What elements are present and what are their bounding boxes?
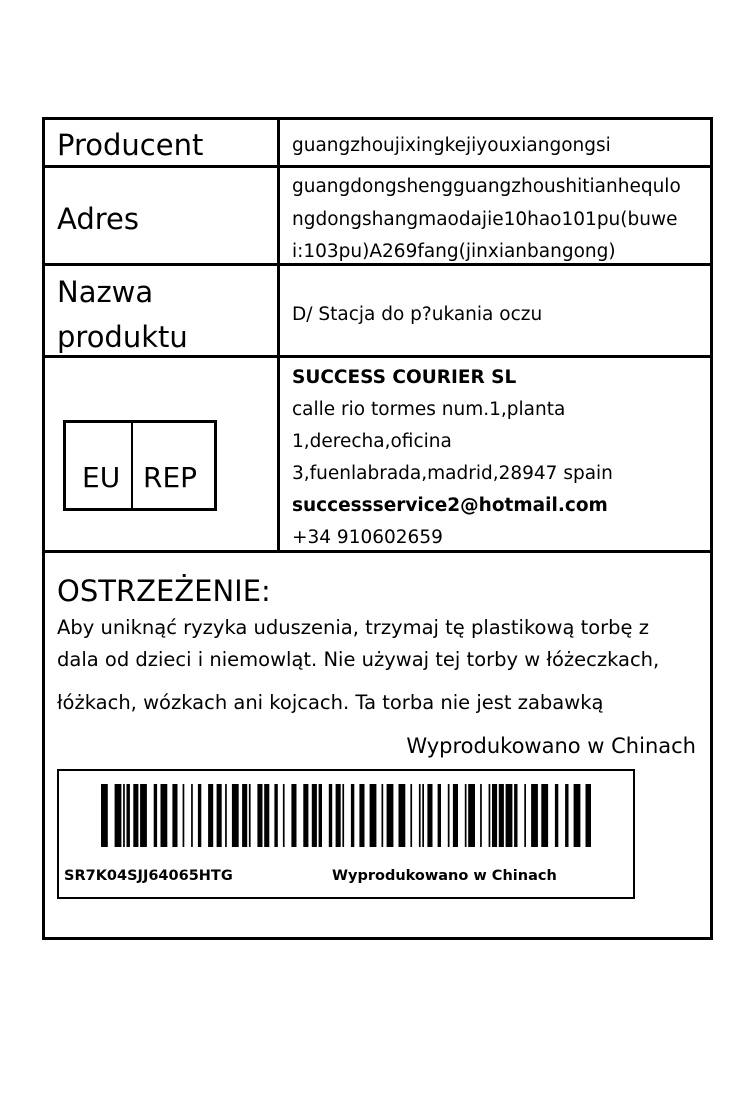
barcode-bar bbox=[133, 784, 138, 847]
barcode-bar bbox=[419, 784, 421, 847]
eu-rep-address-line: 3,fuenlabrada,madrid,28947 spain bbox=[292, 463, 613, 484]
badge-rep: REP bbox=[143, 461, 198, 494]
barcode-box bbox=[57, 769, 635, 899]
eu-rep-badge bbox=[63, 420, 217, 511]
column-divider bbox=[277, 120, 280, 553]
barcode-bar bbox=[208, 784, 213, 847]
warning-line: łóżkach, wózkach ani kojcach. Ta torba nie jest zabawką bbox=[57, 691, 604, 714]
barcode-bar bbox=[115, 784, 122, 847]
barcode-bar bbox=[242, 784, 247, 847]
barcode-bar bbox=[283, 784, 285, 847]
eu-rep-company: SUCCESS COURIER SL bbox=[292, 367, 517, 388]
badge-divider bbox=[131, 423, 133, 508]
barcode-bar bbox=[422, 784, 424, 847]
barcode-bar bbox=[453, 784, 458, 847]
barcode-bar bbox=[291, 784, 296, 847]
barcode-bar bbox=[351, 784, 354, 847]
product-name: D/ Stacja do p?ukania oczu bbox=[292, 304, 543, 325]
barcode-bar bbox=[448, 784, 450, 847]
barcode-bar bbox=[370, 784, 377, 847]
barcode-bar bbox=[225, 784, 227, 847]
barcode-bar bbox=[438, 784, 441, 847]
barcode-bar bbox=[506, 784, 513, 847]
producer-label: Producent bbox=[57, 128, 204, 162]
eu-rep-email: successservice2@hotmail.com bbox=[292, 495, 608, 516]
barcode-bar bbox=[312, 784, 317, 847]
address-label: Adres bbox=[57, 202, 139, 236]
barcode-bar bbox=[468, 784, 475, 847]
eu-rep-phone: +34 910602659 bbox=[292, 527, 443, 548]
barcode-bar bbox=[465, 784, 467, 847]
barcode-bar bbox=[410, 784, 412, 847]
barcode-caption: Wyprodukowano w Chinach bbox=[332, 868, 557, 884]
barcode-image bbox=[101, 784, 591, 847]
barcode-bar bbox=[541, 784, 548, 847]
made-in-text: Wyprodukowano w Chinach bbox=[406, 734, 696, 758]
product-label-line1: Nazwa bbox=[57, 275, 154, 309]
barcode-bar bbox=[257, 784, 262, 847]
barcode-bar bbox=[480, 784, 482, 847]
barcode-bar bbox=[342, 784, 344, 847]
barcode-bar bbox=[489, 784, 491, 847]
barcode-bar bbox=[499, 784, 504, 847]
barcode-bar bbox=[531, 784, 538, 847]
barcode-bar bbox=[514, 784, 517, 847]
barcode-bar bbox=[574, 784, 581, 847]
badge-eu: EU bbox=[82, 461, 121, 494]
barcode-bar bbox=[492, 784, 497, 847]
barcode-bar bbox=[399, 784, 406, 847]
barcode-bar bbox=[319, 784, 322, 847]
warning-line: dala od dzieci i niemowląt. Nie używaj tej torby w łóżeczkach, bbox=[57, 648, 660, 671]
barcode-bar bbox=[565, 784, 568, 847]
barcode-bar bbox=[359, 784, 364, 847]
barcode-bar bbox=[586, 784, 592, 847]
producer-value: guangzhoujixingkejiyouxiangongsi bbox=[292, 135, 611, 156]
barcode-bar bbox=[101, 784, 108, 847]
barcode-bar bbox=[387, 784, 394, 847]
barcode-bar bbox=[382, 784, 384, 847]
barcode-bar bbox=[524, 784, 526, 847]
warning-title: OSTRZEŻENIE: bbox=[57, 574, 271, 608]
barcode-bar bbox=[127, 784, 130, 847]
barcode-bar bbox=[217, 784, 222, 847]
address-line: i:103pu)A269fang(jinxianbangong) bbox=[292, 241, 616, 262]
barcode-bar bbox=[183, 784, 185, 847]
barcode-code: SR7K04SJJ64065HTG bbox=[64, 868, 233, 884]
barcode-bar bbox=[123, 784, 125, 847]
product-label-line2: produktu bbox=[57, 320, 188, 354]
barcode-bar bbox=[140, 784, 147, 847]
barcode-bar bbox=[232, 784, 239, 847]
barcode-bar bbox=[336, 784, 341, 847]
barcode-bar bbox=[249, 784, 251, 847]
barcode-bar bbox=[198, 784, 201, 847]
barcode-bar bbox=[161, 784, 168, 847]
barcode-bar bbox=[303, 784, 308, 847]
address-line: ngdongshangmaodajie10hao101pu(buwe bbox=[292, 209, 678, 230]
barcode-bar bbox=[191, 784, 193, 847]
barcode-bar bbox=[154, 784, 157, 847]
barcode-bar bbox=[274, 784, 277, 847]
barcode-bar bbox=[329, 784, 332, 847]
eu-rep-address-line: 1,derecha,oficina bbox=[292, 431, 452, 452]
product-label bbox=[42, 117, 713, 940]
address-line: guangdongshengguangzhoushitianhequlo bbox=[292, 176, 681, 197]
barcode-bar bbox=[427, 784, 432, 847]
warning-line: Aby uniknąć ryzyka uduszenia, trzymaj tę plastikową torbę z bbox=[57, 616, 649, 639]
barcode-bar bbox=[555, 784, 558, 847]
barcode-bar bbox=[172, 784, 177, 847]
barcode-bar bbox=[264, 784, 269, 847]
eu-rep-address-line: calle rio tormes num.1,planta bbox=[292, 399, 566, 420]
